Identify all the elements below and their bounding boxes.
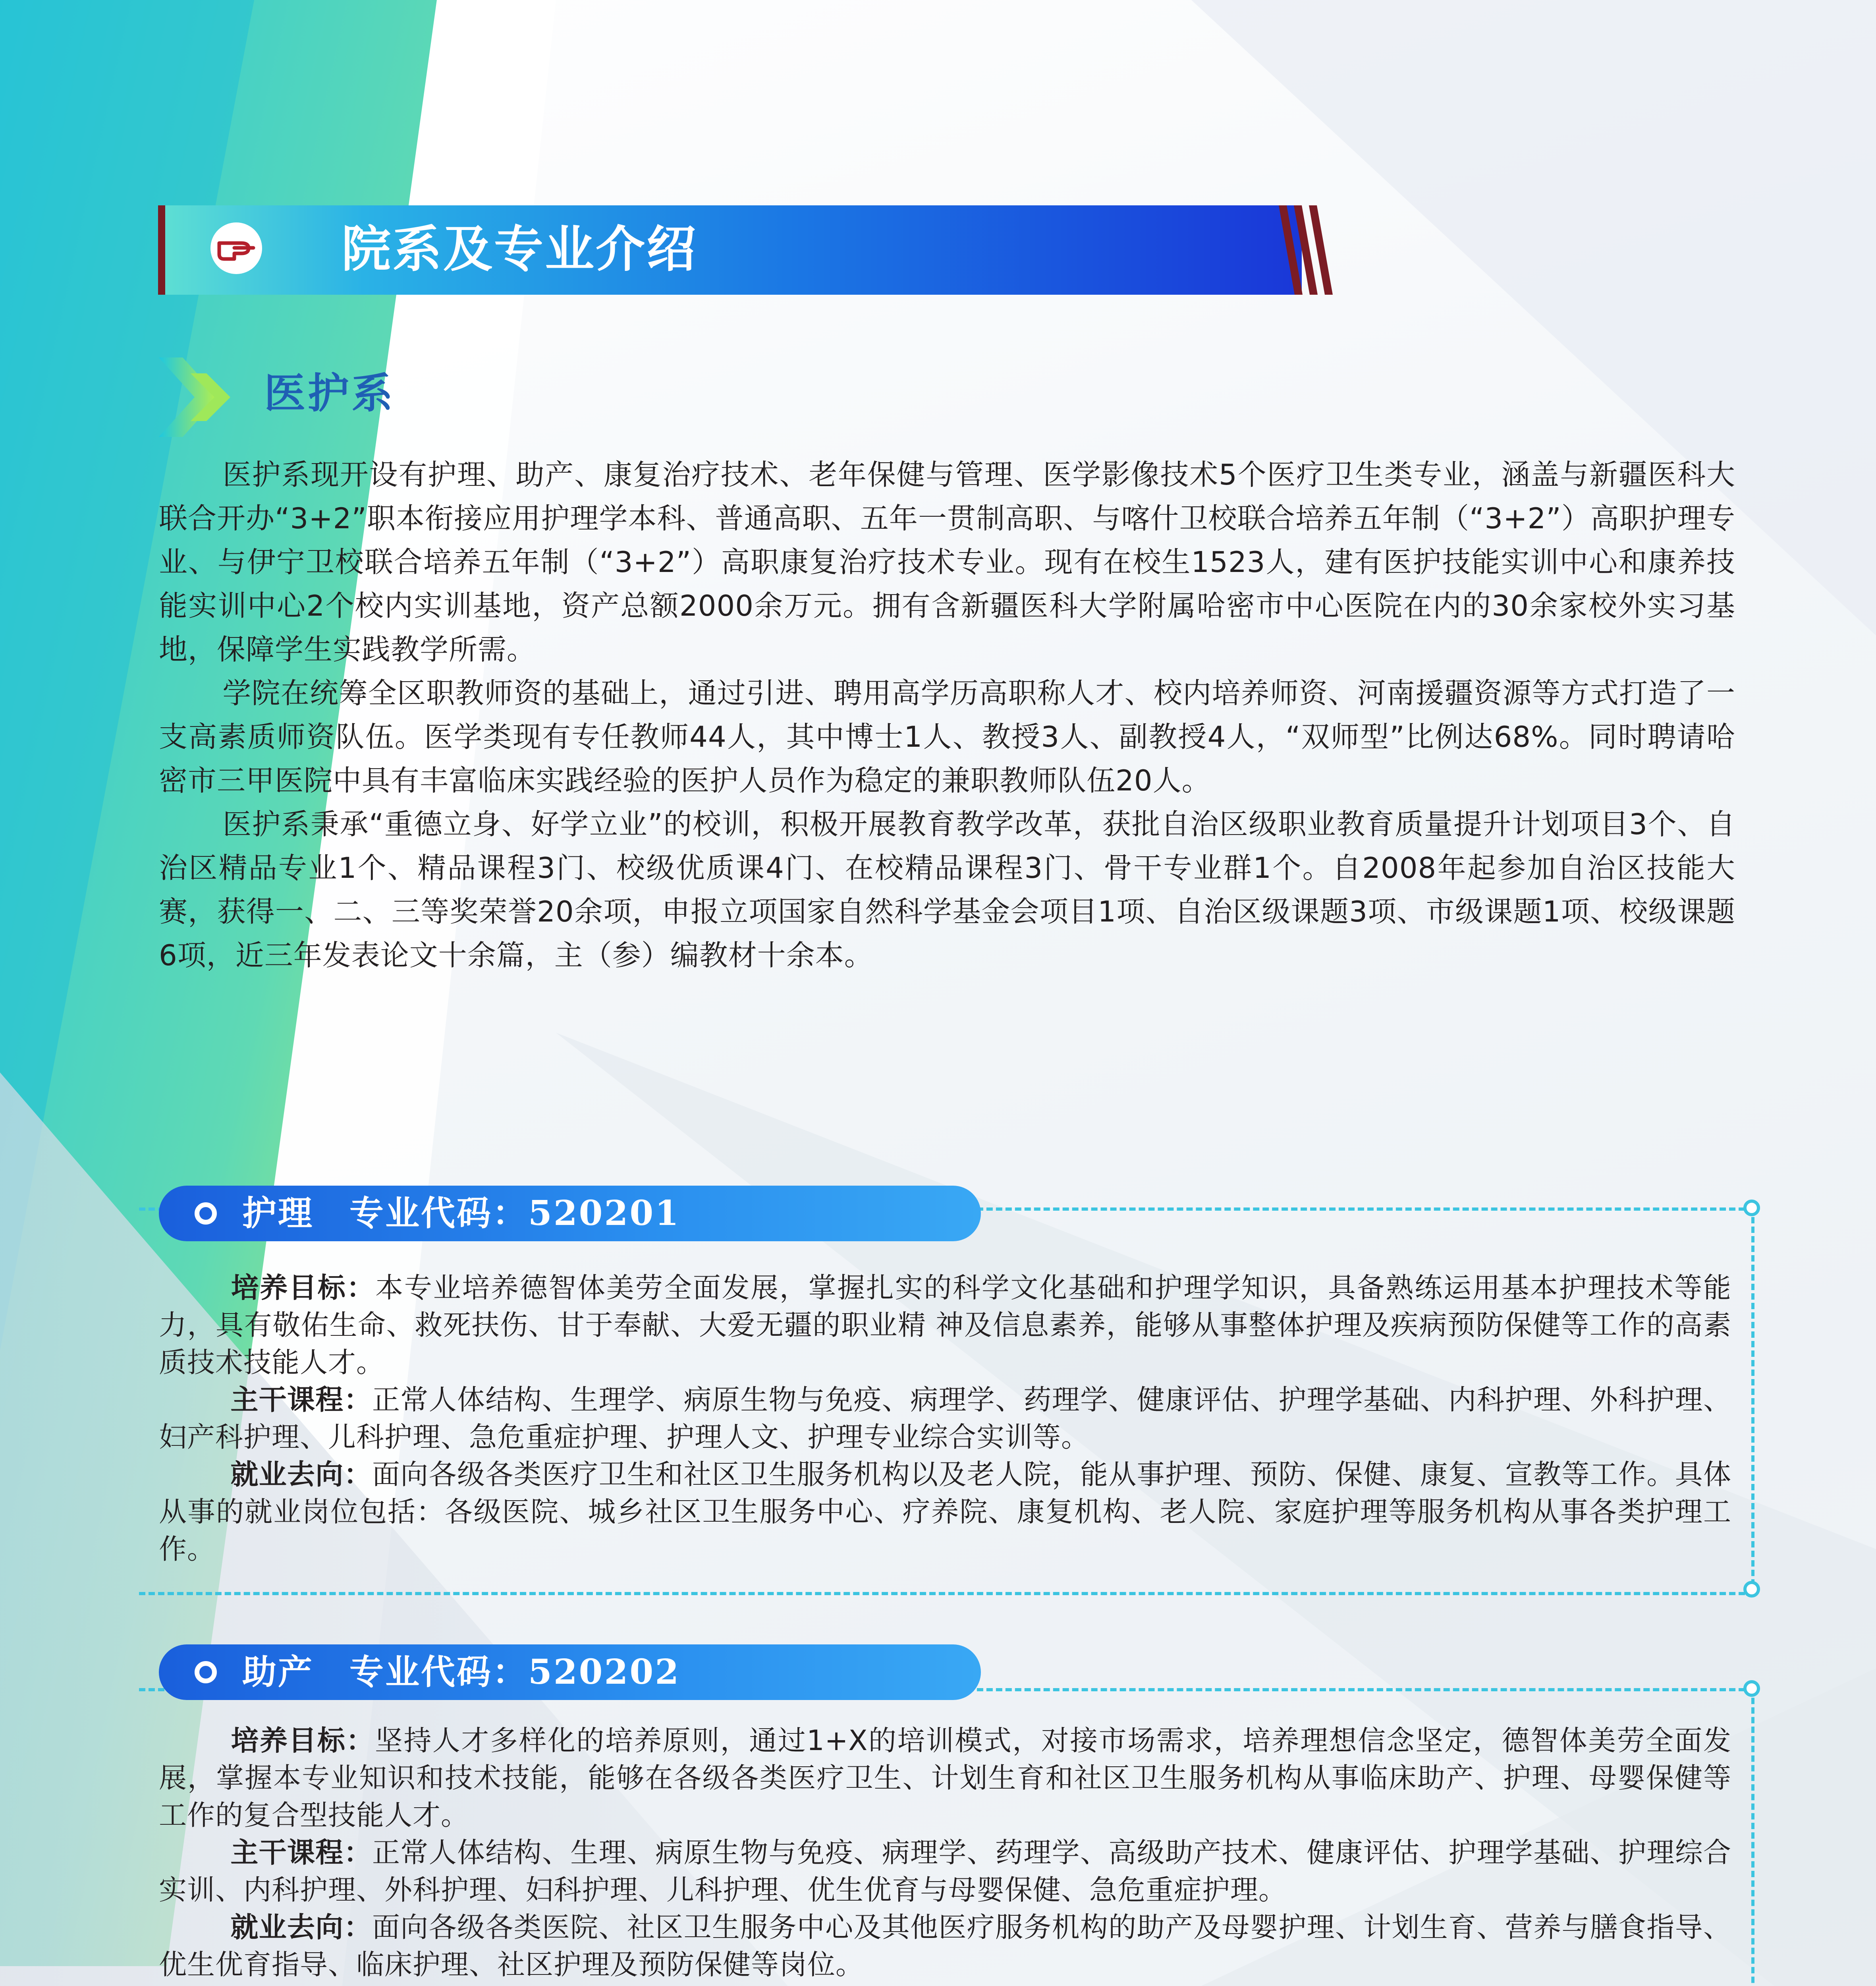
banner-stripes	[1275, 205, 1334, 295]
department-intro	[159, 453, 1735, 977]
circle-bullet-icon	[195, 1661, 217, 1683]
training-goal: 培养目标：本专业培养德智体美劳全面发展，掌握扎实的科学文化基础和护理学知识，具备熟练运用基本护理技术等能力，具有敬佑生命、救死扶伤、甘于奉献、大爱无疆的职业精 神及信息素养，能够从事整体护理及疾病预防保健等工作的高素质技术技能人才。	[159, 1271, 1731, 1379]
career-direction: 就业去向：面向各级各类医疗卫生和社区卫生服务机构以及老人院，能从事护理、预防、保健、康复、宣教等工作。具体从事的就业岗位包括：各级医院、城乡社区卫生服务中心、疗养院、康复机构、老人院、家庭护理等服务机构从事各类护理工作。	[159, 1458, 1732, 1565]
major-title: 助产 专业代码：520202	[242, 1652, 681, 1692]
pointing-hand-icon	[210, 222, 262, 274]
major-details-nursing	[159, 1269, 1731, 1568]
intro-paragraph: 医护系秉承“重德立身、好学立业”的校训，积极开展教育教学改革，获批自治区级职业教育质量提升计划项目3个、自治区精品专业1个、精品课程3门、校级优质课4门、在校精品课程3门、骨干专业群1个。自2008年起参加自治区技能大赛，获得一、二、三等奖荣誉20余项，申报立项国家自然科学基金会项目1项、自治区级课题3项、市级课题1项、校级课题6项，近三年发表论文十余篇，主（参）编教材十余本。	[159, 808, 1735, 972]
section-banner	[158, 205, 1302, 295]
chevron-arrow-icon	[159, 357, 242, 437]
training-goal: 培养目标：坚持人才多样化的培养原则，通过1+X的培训模式，对接市场需求，培养理想信念坚定，德智体美劳全面发展，掌握本专业知识和技术技能，能够在各级各类医疗卫生、计划生育和社区卫生服务机构从事临床助产、护理、母婴保健等工作的复合型技能人才。	[159, 1724, 1732, 1831]
career-direction: 就业去向：面向各级各类医院、社区卫生服务中心及其他医疗服务机构的助产及母婴护理、计划生育、营养与膳食指导、优生优育指导、临床护理、社区护理及预防保健等岗位。	[159, 1911, 1732, 1981]
banner-accent-bar	[158, 205, 165, 295]
frame-corner-dot	[1743, 1680, 1760, 1697]
frame-corner-dot	[1743, 1581, 1760, 1598]
page-title: 院系及专业介绍	[342, 221, 698, 278]
circle-bullet-icon	[195, 1202, 217, 1225]
frame-corner-dot	[1743, 1200, 1760, 1216]
department-title: 医护系	[264, 369, 396, 417]
major-details-midwifery	[159, 1722, 1731, 1983]
core-courses: 主干课程：正常人体结构、生理学、病原生物与免疫、病理学、药理学、健康评估、护理学基础、内科护理、外科护理、妇产科护理、儿科护理、急危重症护理、护理人文、护理专业综合实训等。	[159, 1383, 1732, 1453]
intro-paragraph: 学院在统筹全区职教师资的基础上，通过引进、聘用高学历高职称人才、校内培养师资、河南援疆资源等方式打造了一支高素质师资队伍。医学类现有专任教师44人，其中博士1人、教授3人、副教授4人，“双师型”比例达68%。同时聘请哈密市三甲医院中具有丰富临床实践经验的医护人员作为稳定的兼职教师队伍20人。	[159, 676, 1735, 797]
intro-paragraph: 医护系现开设有护理、助产、康复治疗技术、老年保健与管理、医学影像技术5个医疗卫生类专业，涵盖与新疆医科大联合开办“3+2”职本衔接应用护理学本科、普通高职、五年一贯制高职、与喀什卫校联合培养五年制（“3+2”）高职护理专业、与伊宁卫校联合培养五年制（“3+2”）高职康复治疗技术专业。现有在校生1523人，建有医护技能实训中心和康养技能实训中心2个校内实训基地，资产总额2000余万元。拥有含新疆医科大学附属哈密市中心医院在内的30余家校外实习基地，保障学生实践教学所需。	[159, 458, 1735, 666]
major-title: 护理 专业代码：520201	[242, 1193, 681, 1233]
core-courses: 主干课程：正常人体结构、生理、病原生物与免疫、病理学、药理学、高级助产技术、健康评估、护理学基础、护理综合实训、内科护理、外科护理、妇科护理、儿科护理、优生优育与母婴保健、急危重症护理。	[159, 1836, 1732, 1906]
